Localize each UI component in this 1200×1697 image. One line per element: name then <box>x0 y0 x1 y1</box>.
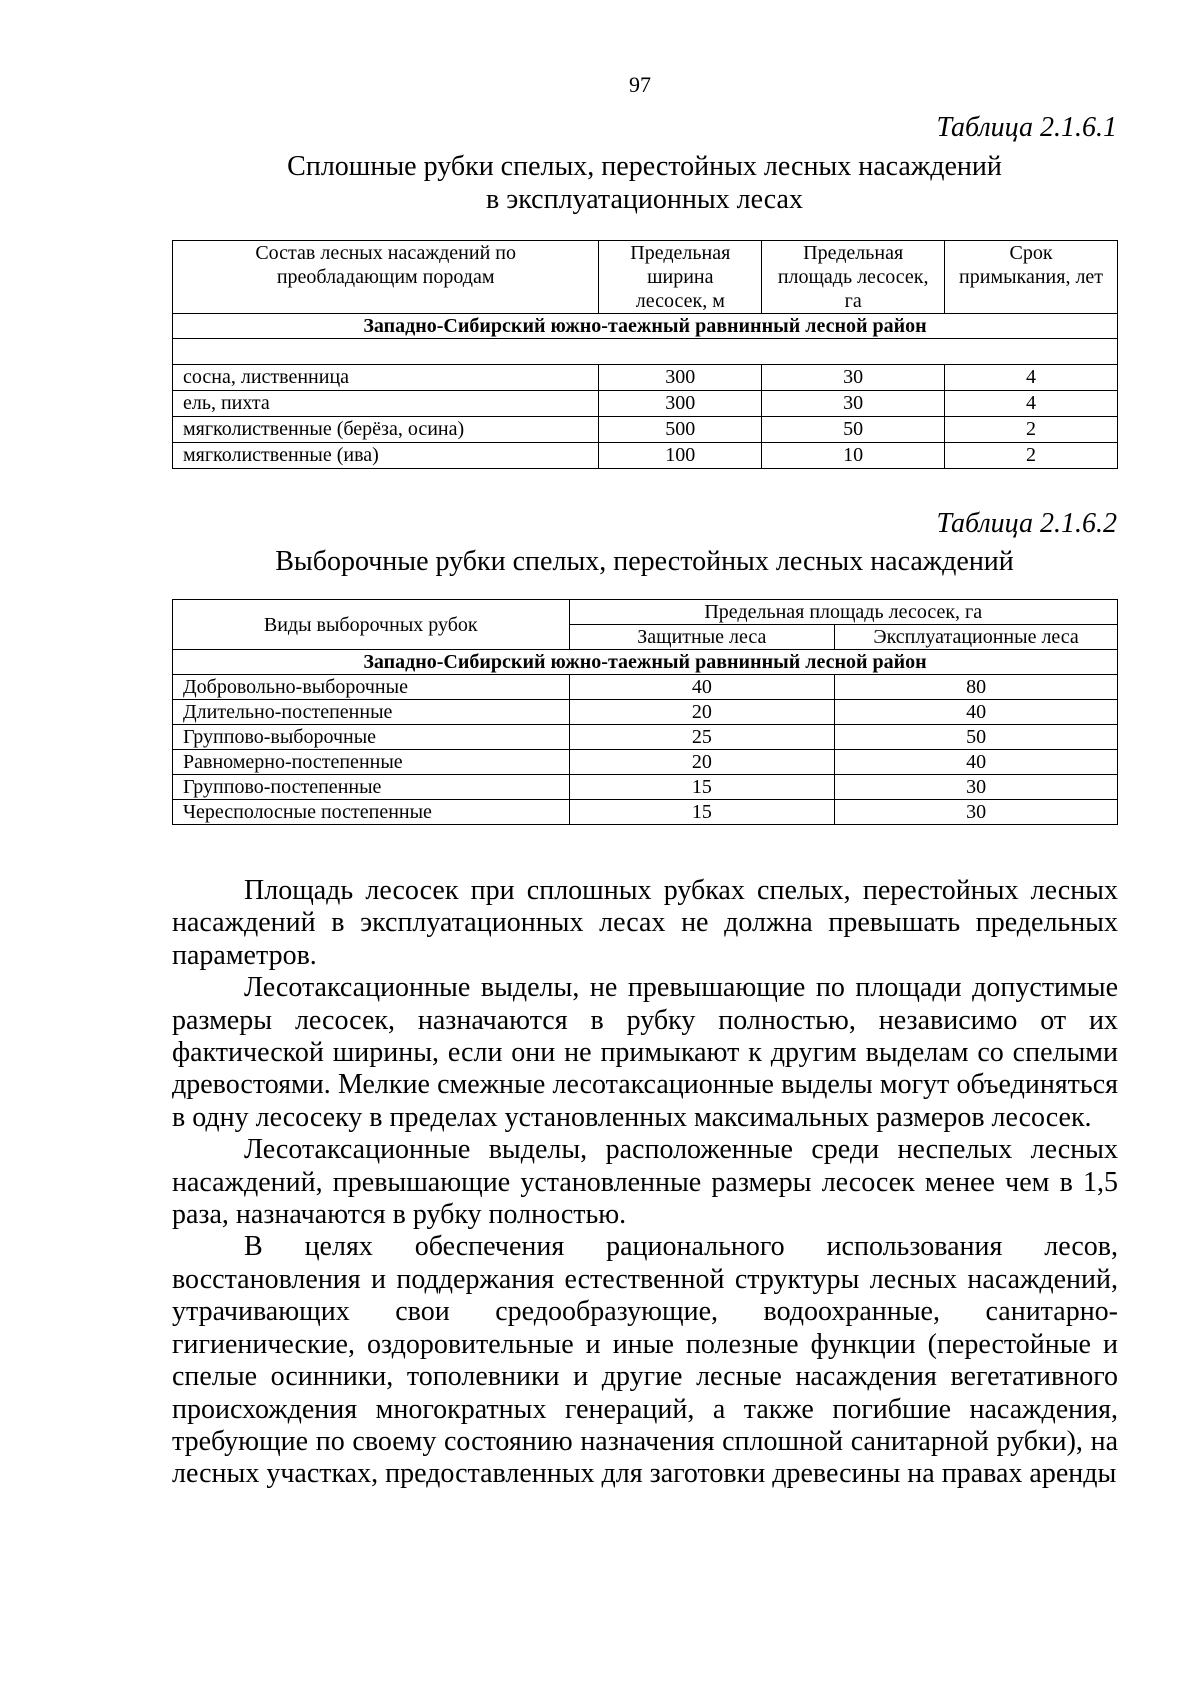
table2-cell: Длительно-постепенные <box>173 700 570 725</box>
table1-region: Западно-Сибирский южно-таежный равнинный лесной район <box>173 314 1118 339</box>
table1-cell: 30 <box>762 365 945 391</box>
table1-cell: мягколиственные (ива) <box>173 443 599 469</box>
table2-header-protective: Защитные леса <box>569 625 835 650</box>
table2-header-group: Предельная площадь лесосек, га <box>569 600 1118 625</box>
table1-header-row <box>173 241 1118 314</box>
table2-cell: Группово-выборочные <box>173 725 570 750</box>
table1-cell: 10 <box>762 443 945 469</box>
table2-cell: 40 <box>569 675 835 700</box>
table2-cell: Равномерно-постепенные <box>173 750 570 775</box>
table2-cell: 15 <box>569 800 835 825</box>
table1-cell: 4 <box>945 365 1118 391</box>
table1-empty-cell <box>173 339 1118 365</box>
table1-empty-row <box>173 339 1118 365</box>
table1-header-area: Предельная площадь лесосек, га <box>762 241 945 314</box>
table1-header-width: Предельная ширина лесосек, м <box>599 241 762 314</box>
table1-cell: 30 <box>762 391 945 417</box>
table2-cell: 80 <box>835 675 1118 700</box>
table2-cell: 20 <box>569 750 835 775</box>
table2-title: Выборочные рубки спелых, перестойных лесных насаждений <box>275 546 1014 577</box>
table-row <box>173 725 1118 750</box>
table2-cell: 15 <box>569 775 835 800</box>
table2-header-row <box>173 600 1118 625</box>
table2-cell: 20 <box>569 700 835 725</box>
table2-cell: Чересполосные постепенные <box>173 800 570 825</box>
table1-cell: 300 <box>599 391 762 417</box>
table1-header-term: Срок примыкания, лет <box>945 241 1118 314</box>
table1-cell: 2 <box>945 443 1118 469</box>
table1-cell: 500 <box>599 417 762 443</box>
table1 <box>172 240 1118 469</box>
table-row <box>173 800 1118 825</box>
table1-cell: 300 <box>599 365 762 391</box>
table2-label: Таблица 2.1.6.2 <box>936 508 1117 539</box>
table2-cell: 40 <box>835 700 1118 725</box>
table2-header-operational: Эксплуатационные леса <box>835 625 1118 650</box>
table2-region-row <box>173 650 1118 675</box>
table-row <box>173 750 1118 775</box>
table1-title <box>172 150 1117 216</box>
table-row <box>173 775 1118 800</box>
table-row <box>173 675 1118 700</box>
table2-region: Западно-Сибирский южно-таежный равнинный лесной район <box>173 650 1118 675</box>
table1-label: Таблица 2.1.6.1 <box>936 112 1117 143</box>
table2-cell: Добровольно-выборочные <box>173 675 570 700</box>
table2 <box>172 599 1118 825</box>
table1-title-line1: Сплошные рубки спелых, перестойных лесных насаждений <box>287 151 1002 182</box>
table2-cell: 40 <box>835 750 1118 775</box>
table2-cell: 30 <box>835 775 1118 800</box>
paragraph: Лесотаксационные выделы, расположенные среди неспелых лесных насаждений, превышающие установленные размеры лесосек менее чем в 1,5 раза, назначаются в рубку полностью. <box>172 1134 1118 1231</box>
table-row <box>173 391 1118 417</box>
table-row <box>173 365 1118 391</box>
table1-cell: ель, пихта <box>173 391 599 417</box>
table1-cell: 50 <box>762 417 945 443</box>
table1-cell: 100 <box>599 443 762 469</box>
table2-header-type: Виды выборочных рубок <box>173 600 570 650</box>
paragraph: Площадь лесосек при сплошных рубках спелых, перестойных лесных насаждений в эксплуатационных лесах не должна превышать предельных параметров. <box>172 875 1118 971</box>
table1-cell: мягколиственные (берёза, осина) <box>173 417 599 443</box>
table1-title-line2: в эксплуатационных лесах <box>486 184 803 215</box>
paragraph: Лесотаксационные выделы, не превышающие по площади допустимые размеры лесосек, назначаются в рубку полностью, независимо от их фактической ширины, если они не примыкают к другим выделам со спелыми древостоями. Мелкие смежные лесотаксационные выделы могут объединяться в одну лесосеку в пределах установленных максимальных размеров лесосек. <box>172 972 1118 1133</box>
table2-cell: Группово-постепенные <box>173 775 570 800</box>
page-number: 97 <box>629 72 651 97</box>
table-row <box>173 417 1118 443</box>
table-row <box>173 443 1118 469</box>
table2-cell: 25 <box>569 725 835 750</box>
table-row <box>173 700 1118 725</box>
table1-region-row <box>173 314 1118 339</box>
body-text <box>172 875 1118 1491</box>
table1-cell: сосна, лиственница <box>173 365 599 391</box>
table1-cell: 4 <box>945 391 1118 417</box>
table1-header-composition: Состав лесных насаждений по преобладающим породам <box>173 241 599 314</box>
table1-cell: 2 <box>945 417 1118 443</box>
table2-cell: 30 <box>835 800 1118 825</box>
table2-cell: 50 <box>835 725 1118 750</box>
paragraph: В целях обеспечения рационального использования лесов, восстановления и поддержания естественной структуры лесных насаждений, утрачивающих свои средообразующие, водоохранные, санитарно-гигиенические, оздоровительные и иные полезные функции (перестойные и спелые осинники, тополевники и другие лесные насаждения вегетативного происхождения многократных генераций, а также погибшие насаждения, требующие по своему состоянию назначения сплошной санитарной рубки), на лесных участках, предоставленных для заготовки древесины на правах аренды <box>172 1231 1118 1490</box>
